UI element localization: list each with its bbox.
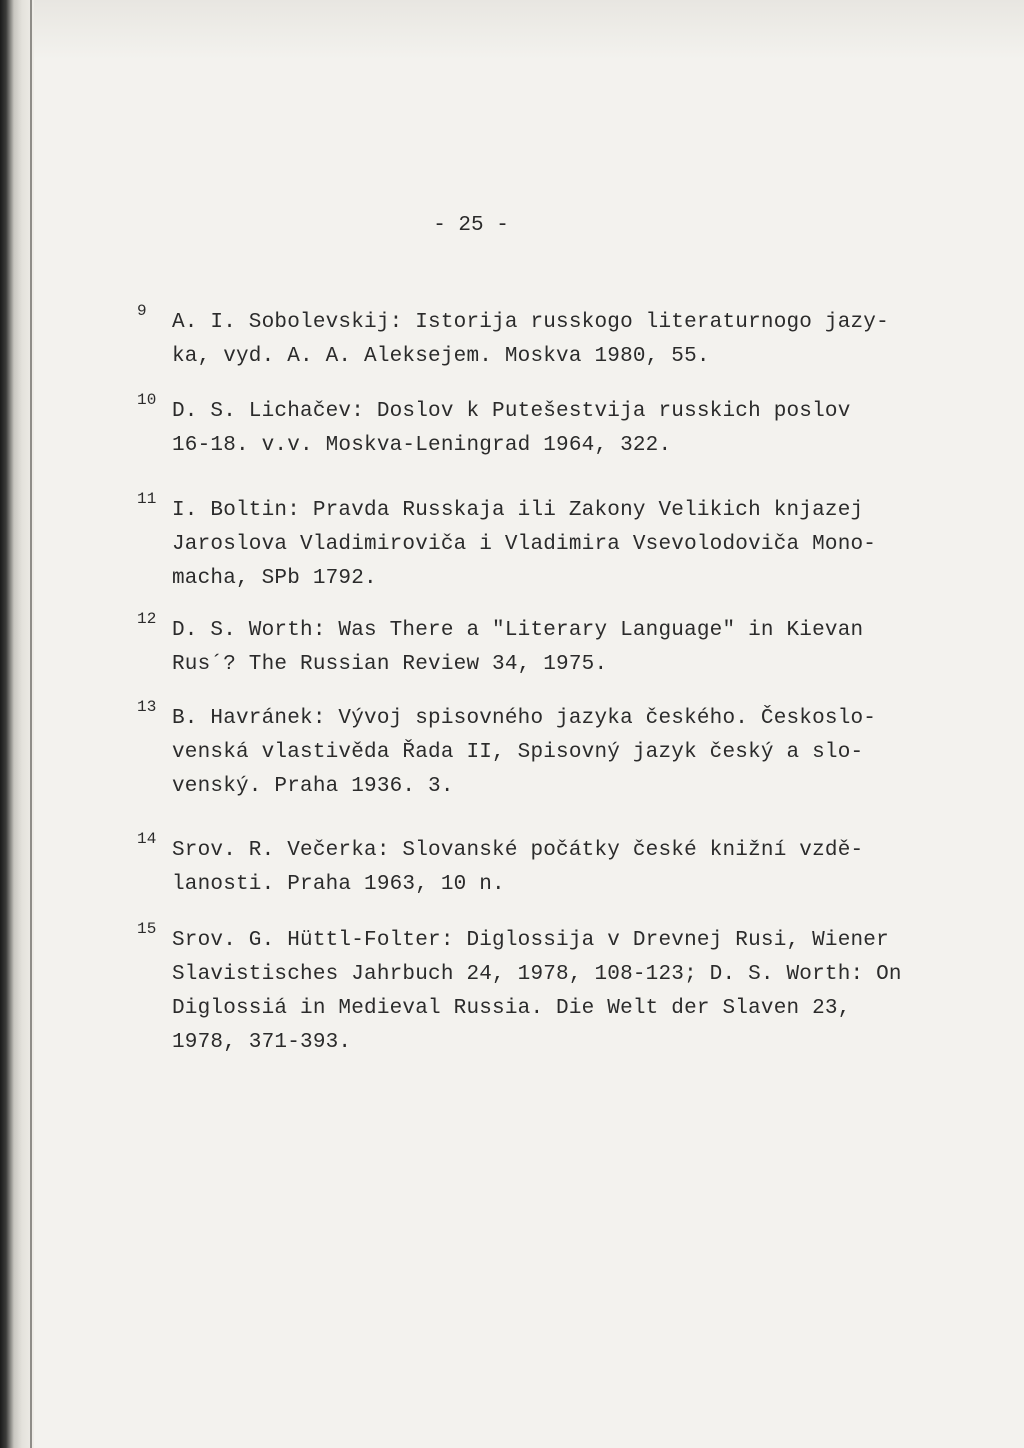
footnote-line: 16-18. v.v. Moskva-Leningrad 1964, 322. [172,434,672,457]
footnote-line: ka, vyd. A. A. Aleksejem. Moskva 1980, 55. [172,345,710,368]
footnote-line: Srov. G. Hüttl-Folter: Diglossija v Drevnej Rusi, Wiener [172,929,889,952]
page-number: - 25 - [433,214,509,237]
footnote-line: D. S. Worth: Was There a "Literary Language" in Kievan [172,619,864,642]
footnote-14 [137,830,902,902]
footnote-line: lanosti. Praha 1963, 10 n. [172,873,505,896]
footnote-number: 14 [137,830,157,848]
footnote-13 [137,698,902,804]
footnote-number: 11 [137,490,157,508]
footnote-number: 15 [137,920,157,938]
footnote-15 [137,920,902,1060]
footnote-line: B. Havránek: Vývoj spisovného jazyka českého. Českoslo- [172,707,877,730]
footnote-number: 12 [137,610,157,628]
footnote-9 [137,302,902,374]
footnote-line: venský. Praha 1936. 3. [172,775,454,798]
footnote-line: 1978, 371-393. [172,1031,352,1054]
footnote-line: Rus´? The Russian Review 34, 1975. [172,653,608,676]
scan-shadow [34,0,1024,60]
footnote-line: Diglossiá in Medieval Russia. Die Welt der Slaven 23, [172,997,851,1020]
footnote-line: I. Boltin: Pravda Russkaja ili Zakony Velikich knjazej [172,499,864,522]
footnote-number: 9 [137,302,147,320]
footnote-line: macha, SPb 1792. [172,567,377,590]
footnote-number: 13 [137,698,157,716]
page-binding-edge [0,0,34,1448]
footnote-line: venská vlastivěda Řada II, Spisovný jazyk český a slo- [172,741,864,764]
footnote-line: D. S. Lichačev: Doslov k Putešestvija russkich poslov [172,400,851,423]
footnote-11 [137,490,902,596]
footnote-line: Slavistisches Jahrbuch 24, 1978, 108-123; D. S. Worth: On [172,963,902,986]
footnote-10 [137,391,902,463]
footnote-line: Srov. R. Večerka: Slovanské počátky české knižní vzdě- [172,839,864,862]
footnote-line: Jaroslova Vladimiroviča i Vladimira Vsevolodoviča Mono- [172,533,877,556]
binding-line [30,0,32,1448]
footnote-number: 10 [137,391,157,409]
footnote-12 [137,610,902,682]
footnote-line: A. I. Sobolevskij: Istorija russkogo literaturnogo jazy- [172,311,889,334]
